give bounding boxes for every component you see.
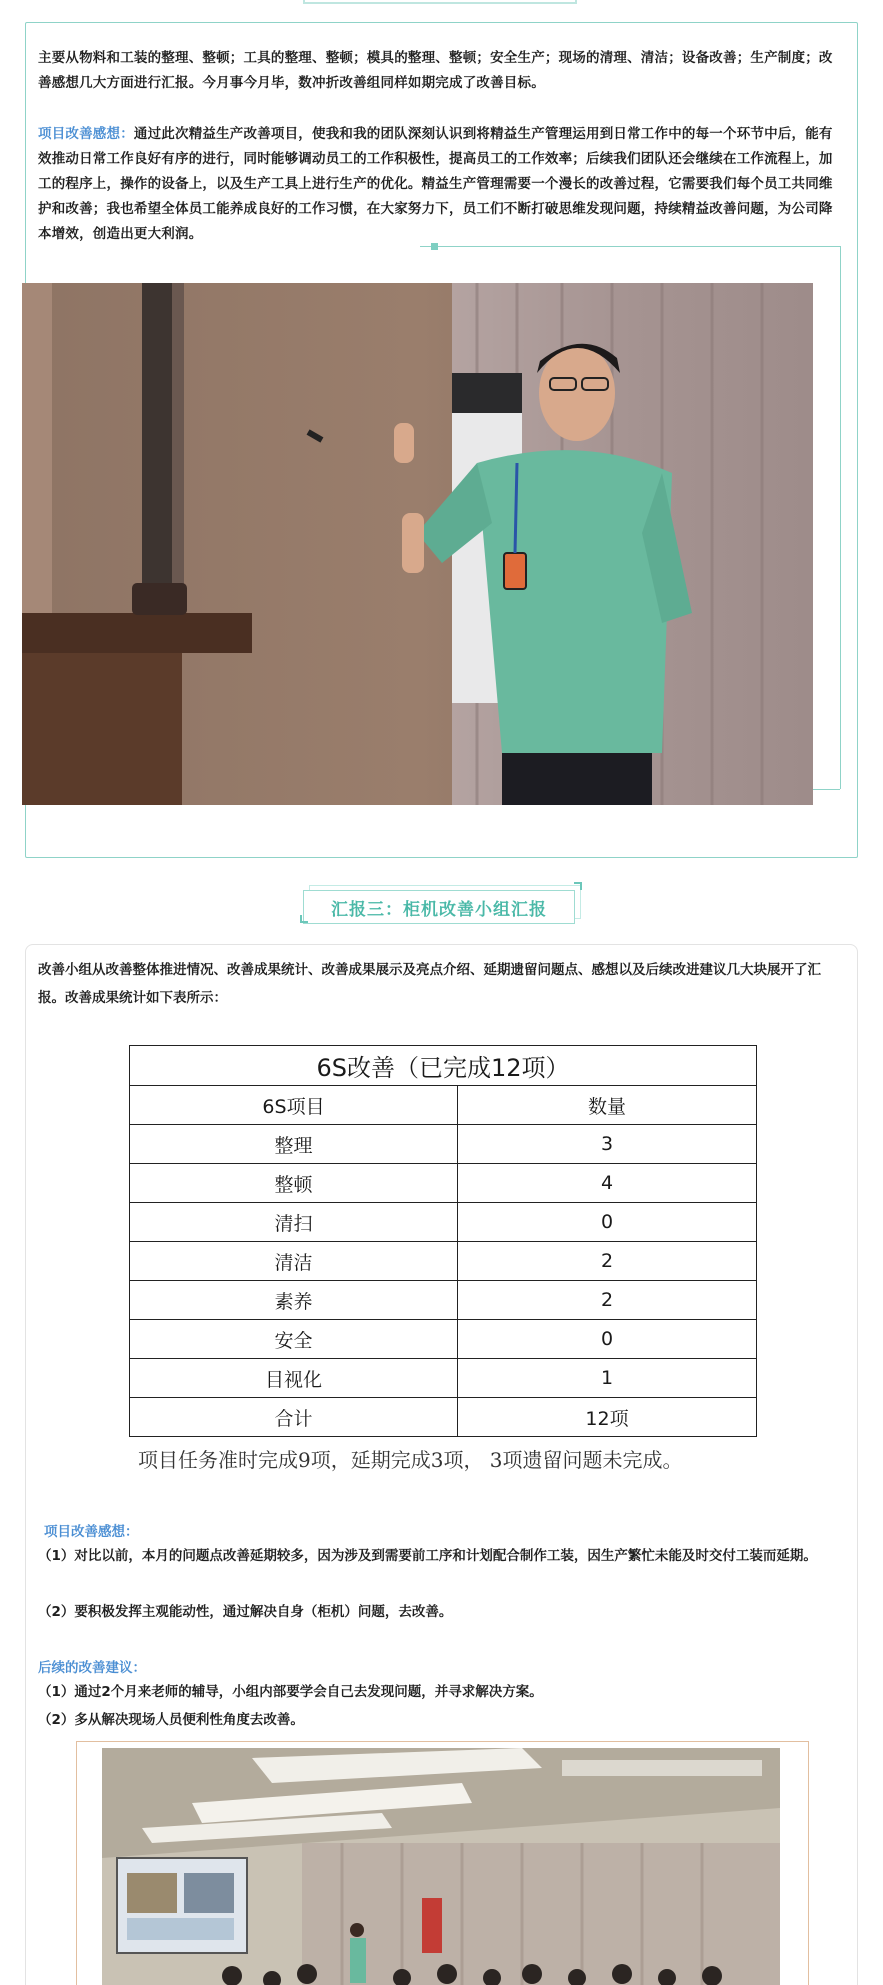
table-cell: 2 — [458, 1242, 757, 1281]
table-header-item: 6S项目 — [130, 1086, 458, 1125]
table-cell: 0 — [458, 1203, 757, 1242]
section2-heading-text: 汇报三：柜机改善小组汇报 — [331, 900, 547, 920]
table-row — [130, 1242, 757, 1281]
table-note: 项目任务准时完成9项，延期完成3项， 3项遗留问题未完成。 — [138, 1448, 683, 1472]
table-cell: 3 — [458, 1125, 757, 1164]
feeling-label-2: 项目改善感想： — [44, 1524, 139, 1540]
table-cell: 1 — [458, 1359, 757, 1398]
section2-intro: 改善小组从改善整体推进情况、改善成果统计、改善成果展示及亮点介绍、延期遗留问题点、感想以及后续改进建议几大块展开了汇报。改善成果统计如下表所示： — [38, 962, 821, 1006]
table-row — [130, 1164, 757, 1203]
table-cell: 清扫 — [130, 1203, 458, 1242]
table-cell: 整顿 — [130, 1164, 458, 1203]
table-row — [130, 1359, 757, 1398]
table-header-count: 数量 — [458, 1086, 757, 1125]
feeling-item: （2）要积极发挥主观能动性，通过解决自身（柜机）问题，去改善。 — [38, 1604, 453, 1620]
suggest-item: （1）通过2个月来老师的辅导，小组内部要学会自己去发现问题，并寻求解决方案。 — [38, 1684, 543, 1700]
presenter-photo — [22, 283, 813, 805]
table-row — [130, 1398, 757, 1437]
top-heading-tab-decoration — [303, 0, 577, 4]
table-row — [130, 1203, 757, 1242]
table-cell: 0 — [458, 1320, 757, 1359]
table-cell: 2 — [458, 1281, 757, 1320]
suggest-label: 后续的改善建议： — [38, 1660, 146, 1676]
suggest-item: （2）多从解决现场人员便利性角度去改善。 — [38, 1712, 304, 1728]
table-cell: 整理 — [130, 1125, 458, 1164]
table-cell: 4 — [458, 1164, 757, 1203]
table-title: 6S改善（已完成12项） — [130, 1046, 757, 1086]
table-row — [130, 1125, 757, 1164]
feeling-item: （1）对比以前，本月的问题点改善延期较多，因为涉及到需要前工序和计划配合制作工装，因生产繁忙未能及时交付工装而延期。 — [38, 1548, 817, 1564]
table-cell: 12项 — [458, 1398, 757, 1437]
table-cell: 目视化 — [130, 1359, 458, 1398]
frame-line — [840, 246, 841, 789]
section1-feeling — [38, 122, 846, 247]
section2-heading — [303, 885, 577, 925]
feeling-text: 通过此次精益生产改善项目，使我和我的团队深刻认识到将精益生产管理运用到日常工作中的每一个环节中后，能有效推动日常工作良好有序的进行，同时能够调动员工的工作积极性，提高员工的工作效率；后续我们团队还会继续在工作流程上，加工的程序上，操作的设备上，以及生产工具上进行生产的优化。精益生产管理需要一个漫长的改善过程，它需要我们每个员工共同维护和改善；我也希望全体员工能养成良好的工作习惯，在大家努力下，员工们不断打破思维发现问题，持续精益改善问题，为公司降本增效，创造出更大利润。 — [38, 126, 833, 242]
table-cell: 合计 — [130, 1398, 458, 1437]
table-row — [130, 1281, 757, 1320]
table-cell: 清洁 — [130, 1242, 458, 1281]
frame-square — [431, 243, 438, 250]
table-cell: 素养 — [130, 1281, 458, 1320]
section1-paragraph: 主要从物料和工装的整理、整顿；工具的整理、整顿；模具的整理、整顿；安全生产；现场的清理、清洁；设备改善；生产制度；改善感想几大方面进行汇报。今月事今月毕，数冲折改善组同样如期完成了改善目标。 — [38, 50, 833, 91]
feeling-label: 项目改善感想： — [38, 126, 134, 142]
heading-corner — [574, 882, 582, 890]
6s-improvement-table — [129, 1045, 757, 1437]
meeting-room-photo — [102, 1748, 780, 1985]
table-cell: 安全 — [130, 1320, 458, 1359]
table-row — [130, 1320, 757, 1359]
frame-line — [420, 246, 840, 247]
